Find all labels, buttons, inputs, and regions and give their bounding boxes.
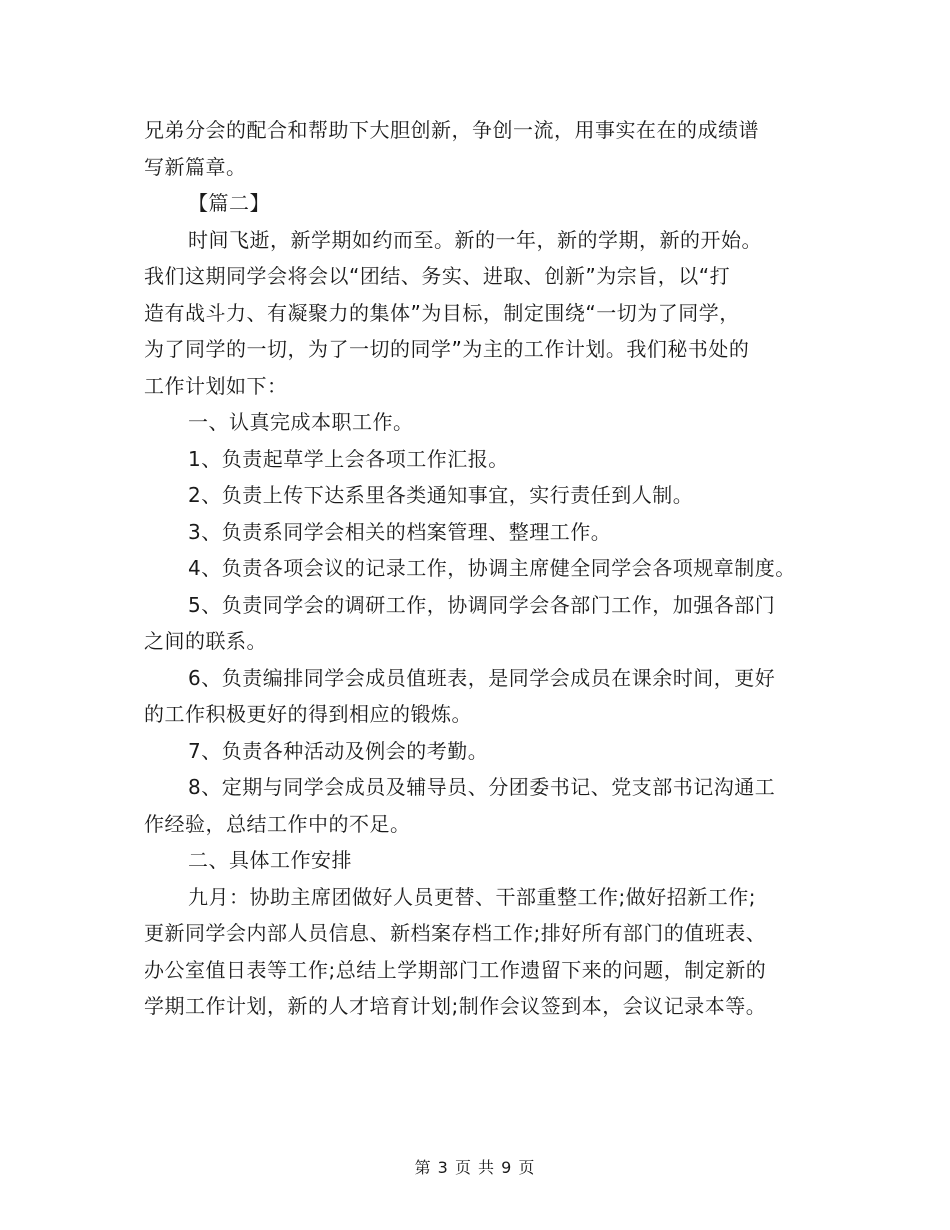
text-line: 办公室值日表等工作;总结上学期部门工作遗留下来的问题，制定新的 [144, 957, 767, 982]
text-line: 更新同学会内部人员信息、新档案存档工作;排好所有部门的值班表、 [144, 921, 767, 945]
text-line: 为了同学的一切，为了一切的同学”为主的工作计划。我们秘书处的 [144, 337, 750, 361]
text-line: 学期工作计划，新的人才培育计划;制作会议签到本，会议记录本等。 [144, 994, 767, 1018]
text-line: 7、负责各种活动及例会的考勤。 [188, 738, 489, 763]
text-line: 工作计划如下： [144, 373, 288, 398]
text-line: 4、负责各项会议的记录工作，协调主席健全同学会各项规章制度。 [188, 556, 796, 580]
text-line: 一、认真完成本职工作。 [188, 410, 414, 434]
document-body [144, 112, 824, 1025]
text-line: 1、负责起草学上会各项工作汇报。 [188, 446, 509, 471]
text-line: 兄弟分会的配合和帮助下大胆创新，争创一流，用事实在在的成绩谱 [144, 118, 759, 142]
text-line: 写新篇章。 [144, 154, 247, 179]
text-line: 2、负责上传下达系里各类通知事宜，实行责任到人制。 [188, 483, 694, 507]
page-footer: 第 3 页 共 9 页 [414, 1158, 536, 1177]
text-line: 之间的联系。 [144, 629, 267, 653]
text-line: 我们这期同学会将会以“团结、务实、进取、创新”为宗旨，以“打 [144, 264, 731, 288]
text-line: 6、负责编排同学会成员值班表，是同学会成员在课余时间，更好 [188, 665, 776, 690]
text-line: 3、负责系同学会相关的档案管理、整理工作。 [188, 519, 612, 544]
text-line: 8、定期与同学会成员及辅导员、分团委书记、党支部书记沟通工 [188, 775, 776, 799]
text-line: 造有战斗力、有凝聚力的集体”为目标，制定围绕“一切为了同学， [144, 300, 740, 325]
text-line: 作经验，总结工作中的不足。 [144, 811, 411, 836]
text-line: 二、具体工作安排 [188, 848, 352, 872]
text-line: 时间飞逝，新学期如约而至。新的一年，新的学期，新的开始。 [188, 227, 762, 252]
text-line: 5、负责同学会的调研工作，协调同学会各部门工作，加强各部门 [188, 592, 776, 617]
text-line: 【篇二】 [188, 191, 270, 215]
text-line: 的工作积极更好的得到相应的锻炼。 [144, 702, 472, 726]
text-line: 九月：协助主席团做好人员更替、干部重整工作;做好招新工作; [188, 884, 756, 909]
